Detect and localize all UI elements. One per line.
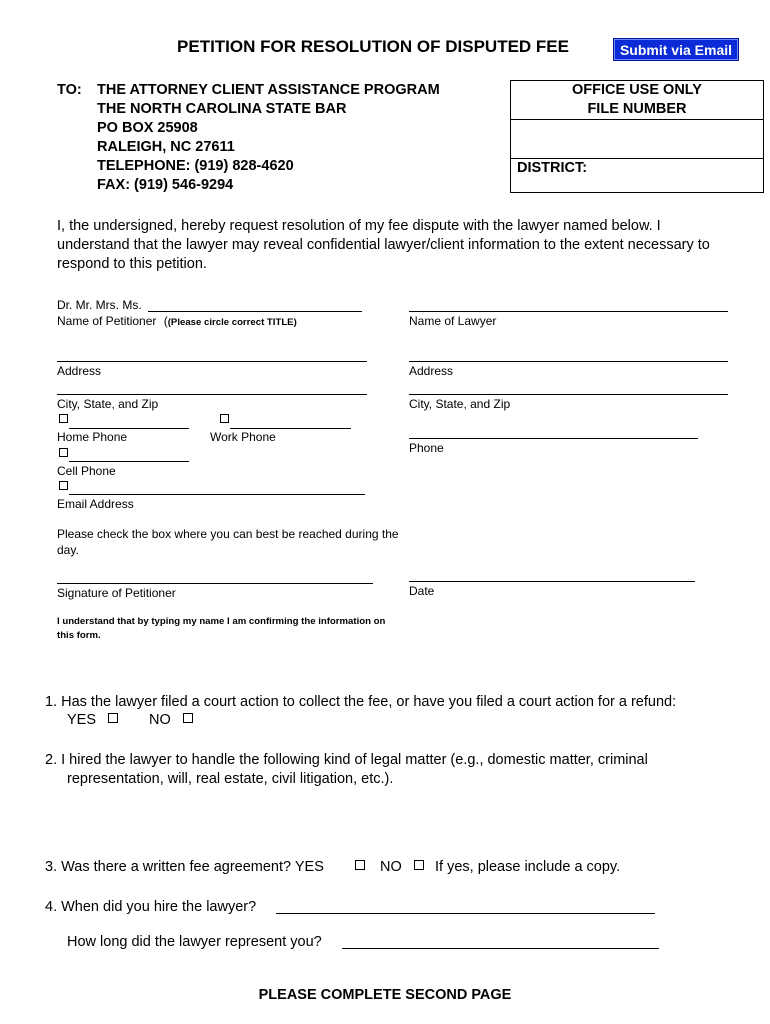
- cell-phone-checkbox[interactable]: [59, 448, 68, 457]
- intro-paragraph: I, the undersigned, hereby request resolution of my fee dispute with the lawyer named below. I understand that the lawyer may reveal confidential lawyer/client information to the extent necessary to respond to this petition.: [57, 218, 710, 272]
- district-label: DISTRICT:: [517, 160, 588, 176]
- lawyer-phone-field[interactable]: [409, 438, 698, 439]
- recipient-line: PO BOX 25908: [97, 120, 198, 136]
- email-label: Email Address: [57, 497, 134, 511]
- q1-yes-label: YES: [67, 712, 97, 728]
- complete-second-page-note: PLEASE COMPLETE SECOND PAGE: [258, 987, 512, 1003]
- hire-date-field[interactable]: [276, 913, 655, 914]
- file-number-field[interactable]: [511, 120, 763, 159]
- title-note: (Please circle correct TITLE): [167, 317, 297, 328]
- recipient-line: THE ATTORNEY CLIENT ASSISTANCE PROGRAM: [97, 82, 440, 98]
- home-phone-field[interactable]: [69, 428, 189, 429]
- petitioner-address-field[interactable]: [57, 361, 367, 362]
- lawyer-city-label: City, State, and Zip: [409, 397, 511, 411]
- email-checkbox[interactable]: [59, 481, 68, 490]
- representation-length-field[interactable]: [342, 948, 659, 949]
- question-4b: How long did the lawyer represent you?: [67, 934, 322, 950]
- q3-yes-checkbox[interactable]: [355, 860, 365, 870]
- cell-phone-field[interactable]: [69, 461, 189, 462]
- question-3: 3. Was there a written fee agreement? YES: [45, 859, 324, 875]
- question-4: 4. When did you hire the lawyer?: [45, 899, 257, 915]
- home-phone-label: Home Phone: [57, 430, 128, 444]
- q3-no-label: NO: [380, 859, 402, 875]
- question-1: 1. Has the lawyer filed a court action to collect the fee, or have you filed a court action for a refund:: [45, 694, 677, 710]
- office-use-box: [510, 80, 764, 193]
- email-field[interactable]: [69, 494, 365, 495]
- typing-confirmation-note: I understand that by typing my name I am confirming the information on this form.: [57, 616, 386, 641]
- signature-field[interactable]: [57, 583, 373, 584]
- work-phone-label: Work Phone: [210, 430, 276, 444]
- lawyer-name-field[interactable]: [409, 311, 728, 312]
- question-2: 2. I hired the lawyer to handle the following kind of legal matter (e.g., domestic matter, criminal: [45, 752, 648, 768]
- signature-label: Signature of Petitioner: [57, 586, 176, 600]
- q3-note: If yes, please include a copy.: [435, 859, 621, 875]
- name-of-petitioner-label: Name of Petitioner: [57, 314, 157, 328]
- office-use-header: [511, 81, 763, 120]
- office-use-label: OFFICE USE ONLY: [572, 82, 702, 98]
- date-label: Date: [409, 584, 435, 598]
- cell-phone-label: Cell Phone: [57, 464, 116, 478]
- petitioner-city-field[interactable]: [57, 394, 367, 395]
- date-field[interactable]: [409, 581, 695, 582]
- recipient-line: THE NORTH CAROLINA STATE BAR: [97, 101, 347, 117]
- petitioner-address-label: Address: [57, 364, 102, 378]
- q1-no-label: NO: [149, 712, 171, 728]
- recipient-address: [97, 81, 440, 195]
- lawyer-address-label: Address: [409, 364, 454, 378]
- lawyer-name-label: Name of Lawyer: [409, 314, 497, 328]
- title-prefix: Dr. Mr. Mrs. Ms.: [57, 298, 142, 312]
- recipient-line: FAX: (919) 546-9294: [97, 177, 234, 193]
- page-title: PETITION FOR RESOLUTION OF DISPUTED FEE: [177, 37, 569, 56]
- recipient-line: TELEPHONE: (919) 828-4620: [97, 158, 294, 174]
- file-number-label: FILE NUMBER: [587, 101, 687, 117]
- petitioner-name-label: Name of Petitioner ((Please circle correct TITLE): [57, 314, 297, 328]
- q3-no-checkbox[interactable]: [414, 860, 424, 870]
- recipient-line: RALEIGH, NC 27611: [97, 139, 235, 155]
- work-phone-field[interactable]: [230, 428, 351, 429]
- petitioner-name-field[interactable]: [148, 311, 362, 312]
- petitioner-city-label: City, State, and Zip: [57, 397, 159, 411]
- q1-no-checkbox[interactable]: [183, 713, 193, 723]
- lawyer-address-field[interactable]: [409, 361, 728, 362]
- submit-via-email-button[interactable]: Submit via Email: [613, 38, 739, 61]
- work-phone-checkbox[interactable]: [220, 414, 229, 423]
- home-phone-checkbox[interactable]: [59, 414, 68, 423]
- to-label: TO:: [57, 82, 82, 98]
- lawyer-phone-label: Phone: [409, 441, 444, 455]
- lawyer-city-field[interactable]: [409, 394, 728, 395]
- q1-yes-checkbox[interactable]: [108, 713, 118, 723]
- check-box-note: Please check the box where you can best be reached during the day.: [57, 527, 399, 557]
- question-2-cont: representation, will, real estate, civil litigation, etc.).: [67, 771, 394, 787]
